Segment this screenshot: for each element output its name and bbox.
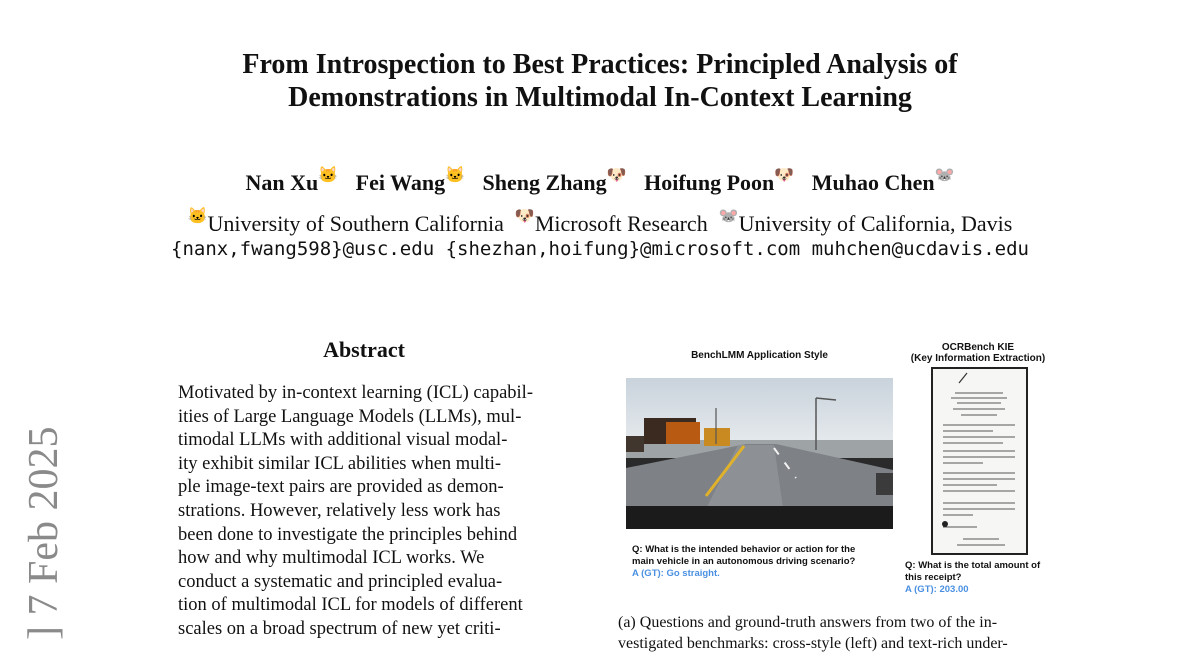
author-name: Fei Wang — [355, 170, 446, 195]
arxiv-stamp: ] 7 Feb 2025 — [21, 426, 67, 640]
dog-icon: 🐶 — [774, 167, 795, 184]
author-list — [0, 165, 1200, 196]
right-question-block — [905, 560, 1065, 596]
driving-scene-drawing — [626, 378, 893, 529]
figure-left-title: BenchLMM Application Style — [691, 350, 828, 361]
title-line-1: From Introspection to Best Practices: Principled Analysis of — [242, 49, 958, 80]
receipt-drawing — [933, 369, 1026, 553]
mouse-icon: 🐭 — [718, 208, 739, 225]
abstract-line: ities of Large Language Models (LLMs), mul- — [178, 406, 522, 427]
affiliation-ucdavis: University of California, Davis — [738, 211, 1013, 236]
cat-icon: 🐱 — [318, 167, 339, 184]
figure-right-title-line: (Key Information Extraction) — [910, 353, 1046, 364]
affiliation-msr: Microsoft Research — [534, 211, 708, 236]
abstract-line: ple image-text pairs are provided as demon- — [178, 477, 504, 498]
dog-icon: 🐶 — [606, 167, 627, 184]
cat-icon: 🐱 — [445, 167, 466, 184]
receipt-image — [931, 367, 1028, 555]
author — [245, 167, 339, 195]
abstract-line: Motivated by in-context learning (ICL) capabil- — [178, 383, 533, 403]
abstract-heading: Abstract — [323, 337, 405, 362]
mouse-icon: 🐭 — [934, 167, 955, 184]
cat-icon: 🐱 — [187, 208, 208, 225]
abstract-line: scales on a broad spectrum of new yet criti- — [178, 618, 501, 639]
affiliations — [0, 206, 1200, 237]
abstract-line: tion of multimodal ICL for models of different — [178, 595, 523, 616]
author-name: Sheng Zhang — [482, 170, 607, 195]
author — [644, 167, 795, 195]
caption-line: (a) Questions and ground-truth answers from two of the in- — [618, 614, 998, 631]
author — [355, 167, 466, 195]
left-answer: A (GT): Go straight. — [632, 568, 720, 579]
author-name: Muhao Chen — [811, 170, 935, 195]
abstract-body — [178, 382, 550, 642]
driving-scene-image — [626, 378, 893, 529]
dog-icon: 🐶 — [514, 208, 535, 225]
author-emails: {nanx,fwang598}@usc.edu {shezhan,hoifung}@microsoft.com muhchen@ucdavis.edu — [171, 238, 1029, 260]
author — [811, 167, 955, 195]
left-question-block — [632, 544, 902, 580]
abstract-line: ity exhibit similar ICL abilities when multi- — [178, 453, 502, 474]
abstract-line: conduct a systematic and principled evalua- — [178, 571, 503, 592]
left-question-line: main vehicle in an autonomous driving scenario? — [632, 556, 856, 567]
caption-line: vestigated benchmarks: cross-style (left) and text-rich under- — [618, 635, 1008, 652]
affiliation-usc: University of Southern California — [207, 211, 504, 236]
figure-right-title-line: OCRBench KIE — [941, 342, 1015, 353]
right-answer: A (GT): 203.00 — [905, 584, 969, 595]
abstract-line: strations. However, relatively less work has — [178, 500, 501, 521]
author-name: Hoifung Poon — [644, 170, 775, 195]
paper-title — [0, 48, 1200, 114]
right-question-line: this receipt? — [905, 572, 962, 583]
right-question-line: Q: What is the total amount of — [905, 560, 1041, 571]
figure-right-title — [900, 342, 1056, 364]
abstract-line: how and why multimodal ICL works. We — [178, 548, 485, 569]
left-question-line: Q: What is the intended behavior or action for the — [632, 544, 856, 555]
abstract-line: been done to investigate the principles behind — [178, 524, 518, 545]
abstract-line: timodal LLMs with additional visual modal- — [178, 430, 508, 451]
author — [482, 167, 627, 195]
title-line-2: Demonstrations in Multimodal In-Context Learning — [288, 82, 912, 113]
author-name: Nan Xu — [245, 170, 319, 195]
